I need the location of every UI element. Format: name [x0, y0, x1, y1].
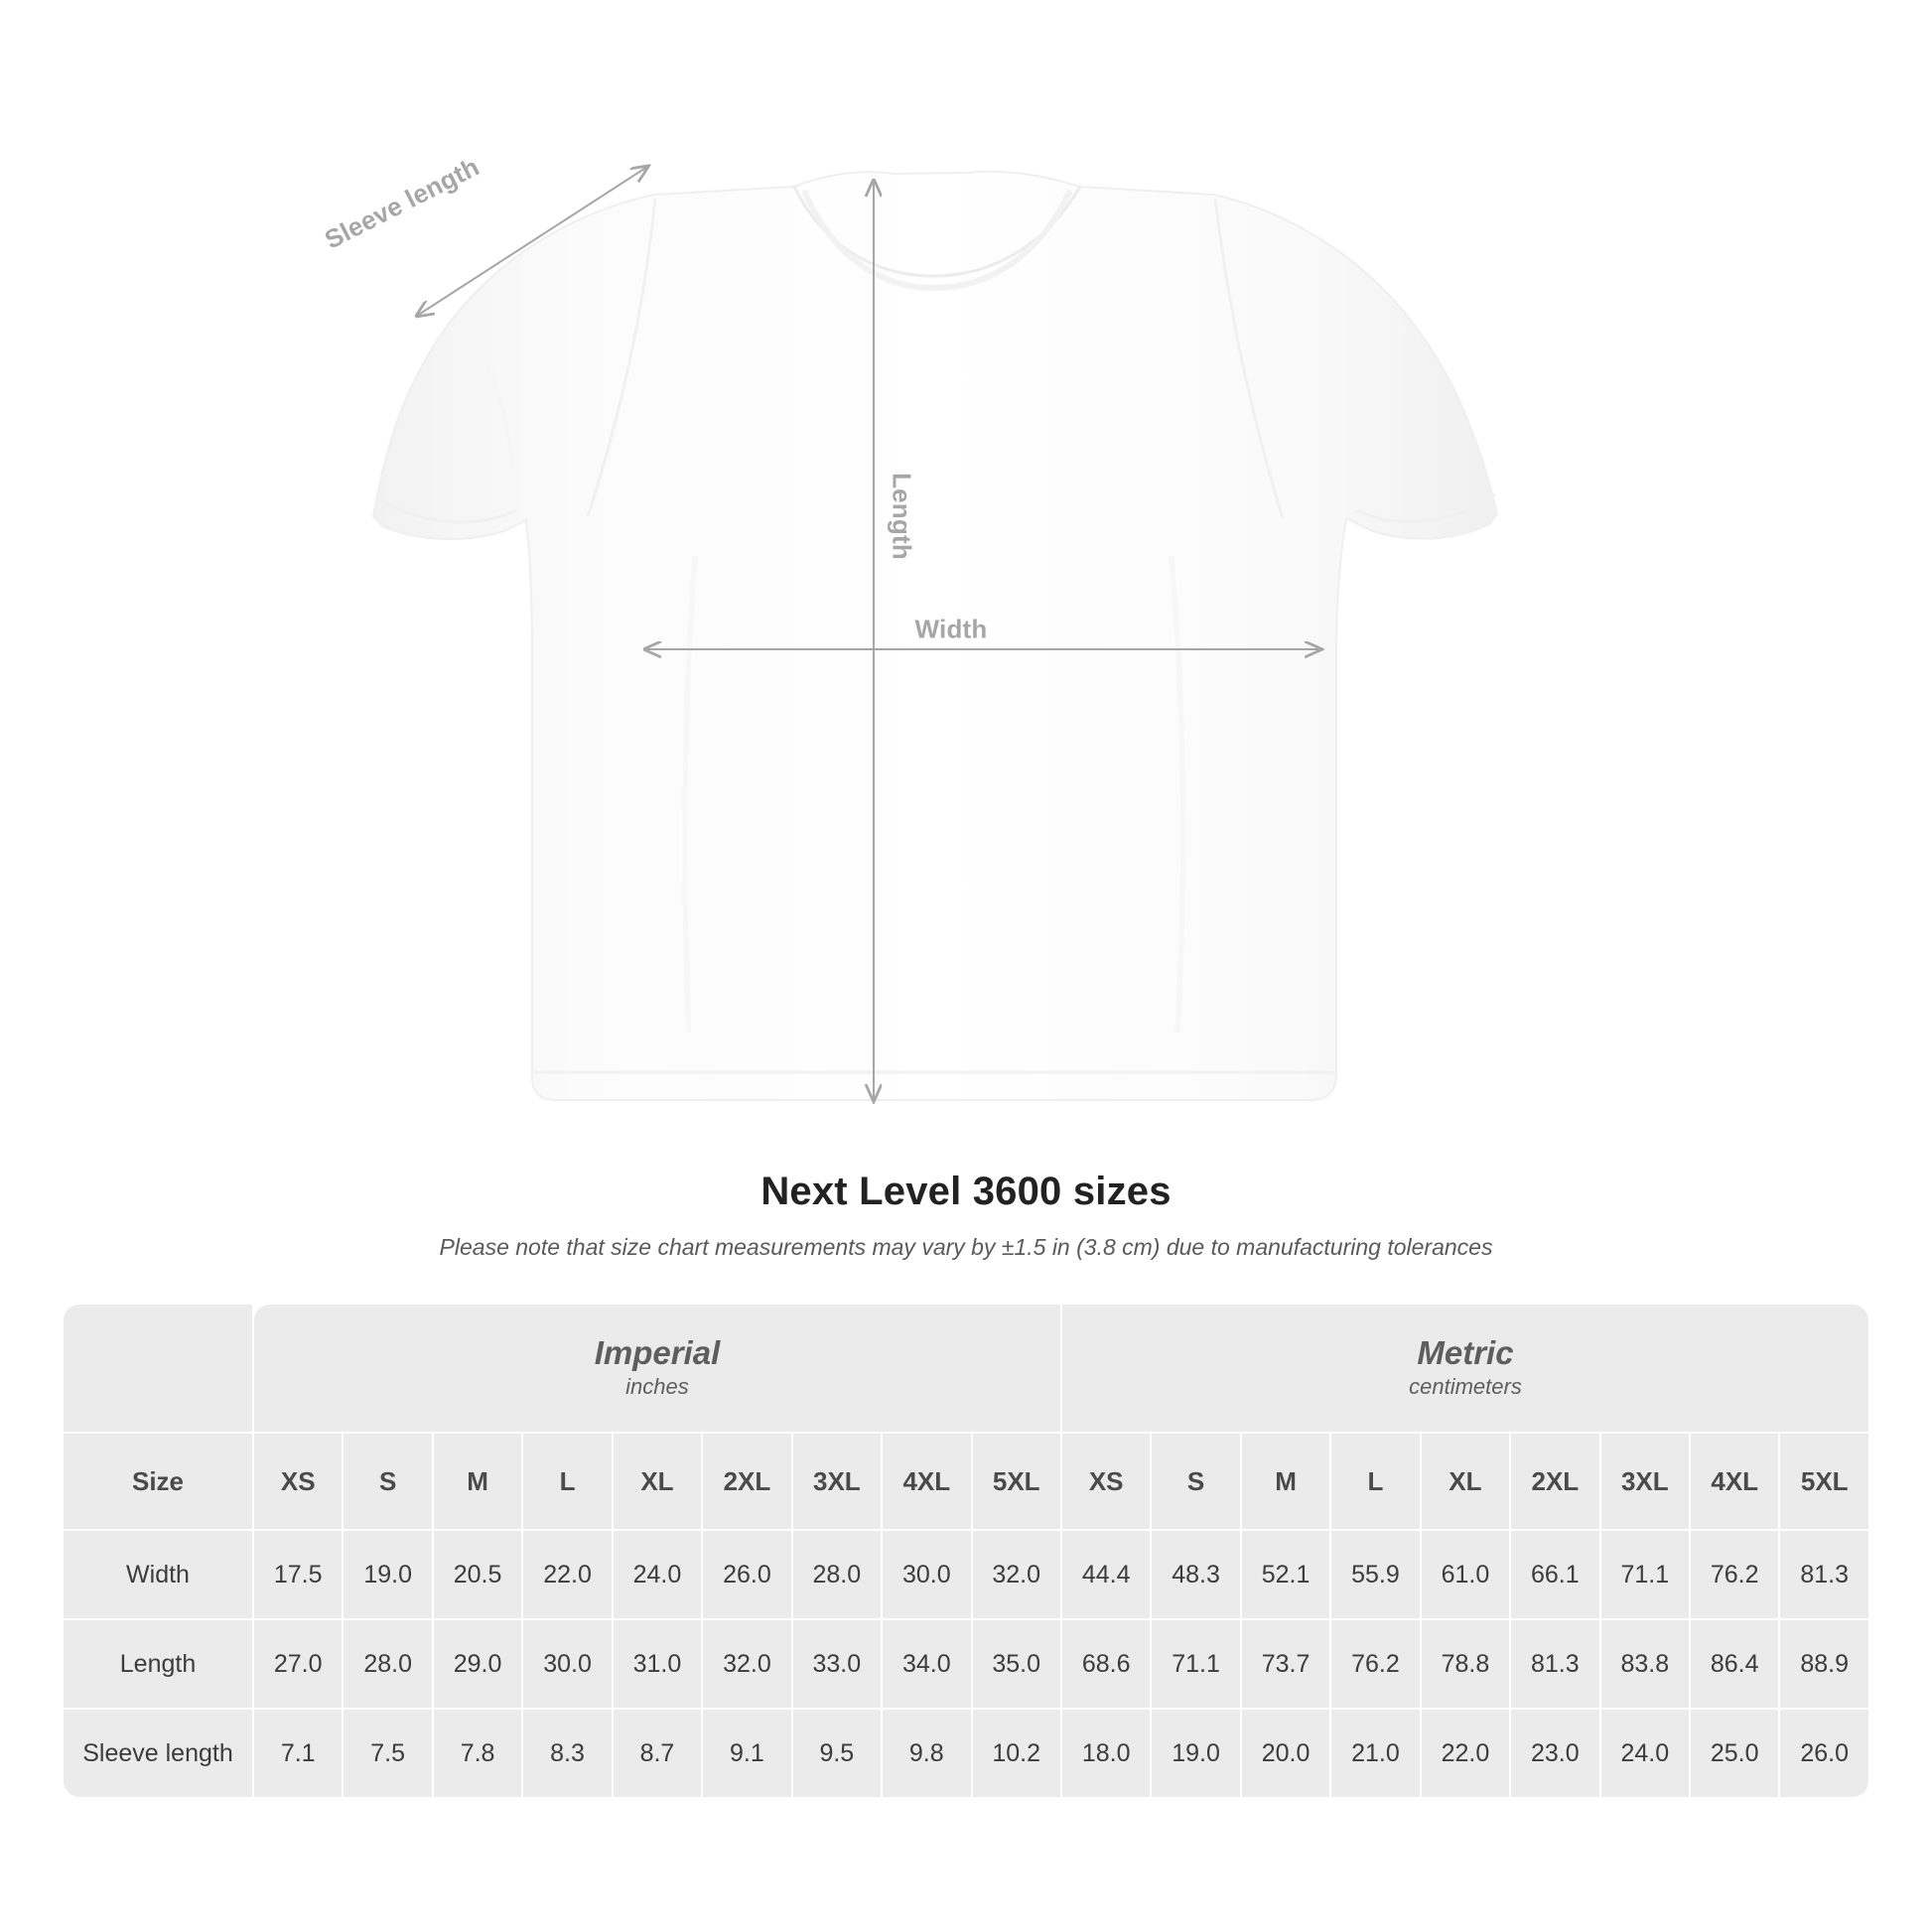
column-header-2xl-imperial: 2XL — [703, 1434, 790, 1529]
cell-length-s-in: 28.0 — [344, 1620, 431, 1708]
cell-length-5xl-cm: 88.9 — [1780, 1620, 1868, 1708]
cell-sleeve-2xl-cm: 23.0 — [1511, 1710, 1598, 1797]
cell-width-m-cm: 52.1 — [1242, 1531, 1329, 1618]
cell-sleeve-4xl-in: 9.8 — [883, 1710, 970, 1797]
cell-length-m-cm: 73.7 — [1242, 1620, 1329, 1708]
cell-sleeve-4xl-cm: 25.0 — [1691, 1710, 1778, 1797]
cell-sleeve-s-cm: 19.0 — [1152, 1710, 1239, 1797]
cell-length-xl-cm: 78.8 — [1422, 1620, 1509, 1708]
cell-length-5xl-in: 35.0 — [973, 1620, 1060, 1708]
column-header-size: Size — [64, 1434, 252, 1529]
cell-sleeve-2xl-in: 9.1 — [703, 1710, 790, 1797]
cell-sleeve-m-in: 7.8 — [434, 1710, 521, 1797]
page-title: Next Level 3600 sizes — [760, 1170, 1172, 1213]
unit-row-corner — [64, 1305, 252, 1432]
cell-length-3xl-in: 33.0 — [793, 1620, 881, 1708]
cell-length-xl-in: 31.0 — [614, 1620, 701, 1708]
cell-sleeve-xl-cm: 22.0 — [1422, 1710, 1509, 1797]
column-header-m-imperial: M — [434, 1434, 521, 1529]
cell-width-xl-in: 24.0 — [614, 1531, 701, 1618]
cell-length-2xl-in: 32.0 — [703, 1620, 790, 1708]
cell-length-xs-in: 27.0 — [254, 1620, 342, 1708]
unit-group-imperial — [254, 1305, 1060, 1432]
size-table-container — [62, 1303, 1870, 1799]
length-label: Length — [887, 473, 917, 560]
cell-sleeve-s-in: 7.5 — [344, 1710, 431, 1797]
cell-sleeve-m-cm: 20.0 — [1242, 1710, 1329, 1797]
cell-width-m-in: 20.5 — [434, 1531, 521, 1618]
cell-width-l-in: 22.0 — [523, 1531, 611, 1618]
column-header-xl-metric: XL — [1422, 1434, 1509, 1529]
column-header-l-metric: L — [1331, 1434, 1419, 1529]
unit-group-imperial-name: Imperial — [594, 1333, 721, 1371]
column-header-xl-imperial: XL — [614, 1434, 701, 1529]
width-label: Width — [914, 614, 988, 644]
table-row — [64, 1620, 1868, 1708]
cell-length-3xl-cm: 83.8 — [1601, 1620, 1689, 1708]
column-header-s-metric: S — [1152, 1434, 1239, 1529]
column-header-2xl-metric: 2XL — [1511, 1434, 1598, 1529]
table-row — [64, 1531, 1868, 1618]
cell-width-2xl-in: 26.0 — [703, 1531, 790, 1618]
row-header-length: Length — [64, 1620, 252, 1708]
cell-sleeve-3xl-in: 9.5 — [793, 1710, 881, 1797]
column-header-m-metric: M — [1242, 1434, 1329, 1529]
cell-length-2xl-cm: 81.3 — [1511, 1620, 1598, 1708]
unit-group-row — [64, 1305, 1868, 1432]
column-header-l-imperial: L — [523, 1434, 611, 1529]
unit-group-metric — [1062, 1305, 1868, 1432]
sleeve-length-label: Sleeve length — [320, 151, 484, 255]
cell-width-4xl-in: 30.0 — [883, 1531, 970, 1618]
cell-length-l-cm: 76.2 — [1331, 1620, 1419, 1708]
size-chart-table — [62, 1303, 1870, 1799]
unit-group-metric-name: Metric — [1417, 1333, 1514, 1371]
cell-sleeve-l-cm: 21.0 — [1331, 1710, 1419, 1797]
cell-sleeve-xs-in: 7.1 — [254, 1710, 342, 1797]
cell-width-s-cm: 48.3 — [1152, 1531, 1239, 1618]
row-header-width: Width — [64, 1531, 252, 1618]
cell-length-m-in: 29.0 — [434, 1620, 521, 1708]
cell-width-l-cm: 55.9 — [1331, 1531, 1419, 1618]
column-header-3xl-imperial: 3XL — [793, 1434, 881, 1529]
cell-sleeve-5xl-in: 10.2 — [973, 1710, 1060, 1797]
tolerance-note: Please note that size chart measurements may vary by ±1.5 in (3.8 cm) due to manufacturing tolerances — [439, 1234, 1493, 1260]
cell-length-l-in: 30.0 — [523, 1620, 611, 1708]
size-header-row — [64, 1434, 1868, 1529]
cell-sleeve-l-in: 8.3 — [523, 1710, 611, 1797]
table-row — [64, 1710, 1868, 1797]
column-header-5xl-imperial: 5XL — [973, 1434, 1060, 1529]
cell-sleeve-xs-cm: 18.0 — [1062, 1710, 1150, 1797]
column-header-5xl-metric: 5XL — [1780, 1434, 1868, 1529]
unit-group-imperial-sub: inches — [625, 1373, 689, 1399]
cell-sleeve-xl-in: 8.7 — [614, 1710, 701, 1797]
cell-sleeve-3xl-cm: 24.0 — [1601, 1710, 1689, 1797]
column-header-s-imperial: S — [344, 1434, 431, 1529]
cell-width-xs-cm: 44.4 — [1062, 1531, 1150, 1618]
cell-width-s-in: 19.0 — [344, 1531, 431, 1618]
cell-width-xs-in: 17.5 — [254, 1531, 342, 1618]
cell-length-xs-cm: 68.6 — [1062, 1620, 1150, 1708]
cell-width-3xl-in: 28.0 — [793, 1531, 881, 1618]
cell-sleeve-5xl-cm: 26.0 — [1780, 1710, 1868, 1797]
unit-group-metric-sub: centimeters — [1409, 1373, 1522, 1399]
cell-width-xl-cm: 61.0 — [1422, 1531, 1509, 1618]
cell-width-2xl-cm: 66.1 — [1511, 1531, 1598, 1618]
row-header-sleeve-length: Sleeve length — [64, 1710, 252, 1797]
cell-width-5xl-cm: 81.3 — [1780, 1531, 1868, 1618]
cell-length-4xl-cm: 86.4 — [1691, 1620, 1778, 1708]
column-header-4xl-metric: 4XL — [1691, 1434, 1778, 1529]
cell-width-3xl-cm: 71.1 — [1601, 1531, 1689, 1618]
column-header-3xl-metric: 3XL — [1601, 1434, 1689, 1529]
column-header-4xl-imperial: 4XL — [883, 1434, 970, 1529]
cell-length-4xl-in: 34.0 — [883, 1620, 970, 1708]
column-header-xs-imperial: XS — [254, 1434, 342, 1529]
cell-width-5xl-in: 32.0 — [973, 1531, 1060, 1618]
cell-length-s-cm: 71.1 — [1152, 1620, 1239, 1708]
cell-width-4xl-cm: 76.2 — [1691, 1531, 1778, 1618]
column-header-xs-metric: XS — [1062, 1434, 1150, 1529]
